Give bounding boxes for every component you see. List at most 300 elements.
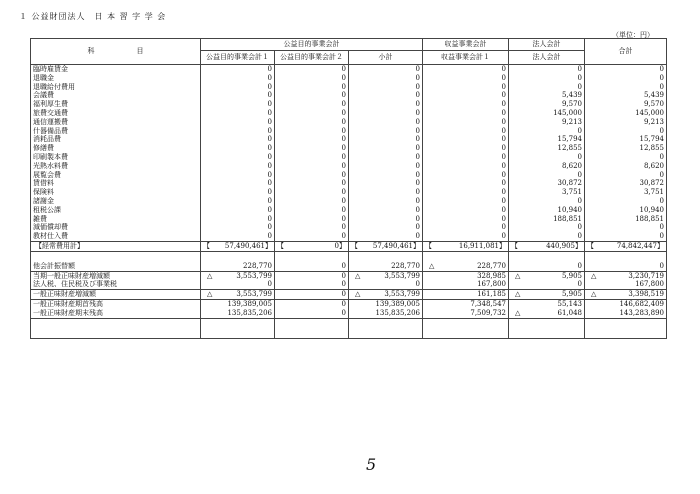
amount: 3,553,799 — [384, 290, 421, 299]
value-prof — [423, 271, 509, 280]
amount: 0 — [659, 126, 665, 135]
value-p2 — [275, 280, 349, 289]
amount: 0 — [577, 261, 583, 270]
empty-cell — [509, 251, 585, 262]
value-total — [585, 188, 667, 197]
amount: 188,851 — [553, 214, 583, 223]
value-prof — [423, 171, 509, 180]
amount: 0 — [267, 179, 272, 188]
amount: 0 — [341, 299, 346, 308]
amount: 228,770 — [243, 261, 272, 270]
amount: 9,570 — [561, 100, 583, 109]
value-sub — [349, 74, 423, 83]
value-total — [585, 109, 667, 118]
value-p2 — [275, 135, 349, 144]
value-prof — [423, 162, 509, 171]
amount: 0 — [501, 196, 507, 205]
value-p2 — [275, 215, 349, 224]
amount: 0 — [341, 65, 346, 73]
value-sub — [349, 206, 423, 215]
amount: 3,553,799 — [236, 271, 272, 280]
amount: 0 — [415, 144, 421, 153]
value-p1 — [201, 197, 275, 206]
value-prof — [423, 153, 509, 162]
amount: 0 — [415, 214, 421, 223]
summary-sub — [349, 241, 423, 251]
value-sub — [349, 271, 423, 280]
amount: 139,389,005 — [375, 299, 421, 308]
amount: 0 — [577, 126, 583, 135]
summary-corp — [509, 241, 585, 251]
balance-row — [31, 309, 667, 318]
empty-cell — [423, 328, 509, 339]
value-sub — [349, 309, 423, 318]
amount: 3,398,519 — [628, 290, 665, 299]
value-p2 — [275, 179, 349, 188]
value-sub — [349, 232, 423, 241]
amount: 167,800 — [477, 280, 507, 289]
value-sub — [349, 290, 423, 300]
amount: 0 — [341, 261, 346, 270]
amount: 61,048 — [557, 308, 583, 317]
amount: 0 — [341, 205, 346, 214]
bracket-open: 【 — [277, 241, 284, 250]
value-corp — [509, 309, 585, 318]
empty-cell — [349, 328, 423, 339]
amount: 0 — [415, 126, 421, 135]
amount: 5,439 — [643, 91, 665, 100]
bracket-close: 】 — [657, 241, 665, 250]
negative-marker: △ — [591, 271, 597, 280]
value-p1 — [201, 153, 275, 162]
amount: 0 — [501, 82, 507, 91]
value-p1 — [201, 144, 275, 153]
table-row — [31, 118, 667, 127]
amount: 0 — [659, 261, 665, 270]
value-prof — [423, 290, 509, 300]
empty-cell — [275, 251, 349, 262]
row-label: 退職給付費用 — [31, 83, 201, 92]
balance-row — [31, 271, 667, 280]
amount: 0 — [415, 205, 421, 214]
amount: 7,509,732 — [470, 308, 507, 317]
amount: 0 — [267, 73, 272, 82]
empty-cell — [275, 328, 349, 339]
value-prof — [423, 65, 509, 74]
negative-marker: △ — [591, 290, 597, 299]
table-row — [31, 232, 667, 241]
amount: 139,389,005 — [227, 299, 272, 308]
value-total — [585, 91, 667, 100]
value-sub — [349, 280, 423, 289]
bracket-close: 】 — [575, 241, 583, 250]
value-p2 — [275, 118, 349, 127]
amount: 145,000 — [635, 108, 665, 117]
amount: 0 — [415, 117, 421, 126]
row-label: 福利厚生費 — [31, 100, 201, 109]
row-label: 臨時雇賃金 — [31, 65, 201, 74]
value-p2 — [275, 153, 349, 162]
balance-row — [31, 290, 667, 300]
amount: 0 — [415, 108, 421, 117]
value-corp — [509, 232, 585, 241]
amount: 0 — [501, 188, 507, 197]
amount: 0 — [267, 188, 272, 197]
value-sub — [349, 299, 423, 308]
table-row — [31, 83, 667, 92]
value-total — [585, 206, 667, 215]
value-corp — [509, 109, 585, 118]
value-sub — [349, 118, 423, 127]
amount: 0 — [501, 135, 507, 144]
value-total — [585, 299, 667, 308]
amount: 0 — [577, 196, 583, 205]
amount: 8,620 — [643, 161, 665, 170]
value-total — [585, 74, 667, 83]
value-p2 — [275, 162, 349, 171]
amount: 0 — [267, 100, 272, 109]
summary-prof — [423, 241, 509, 251]
amount: 0 — [341, 188, 346, 197]
amount: 5,905 — [561, 271, 583, 280]
balance-row — [31, 280, 667, 289]
negative-marker: △ — [355, 271, 361, 280]
amount: 0 — [415, 223, 421, 232]
bracket-close: 】 — [339, 241, 346, 250]
value-corp — [509, 91, 585, 100]
amount: 0 — [577, 223, 583, 232]
value-prof — [423, 118, 509, 127]
value-corp — [509, 171, 585, 180]
amount: 0 — [659, 223, 665, 232]
amount: 0 — [415, 65, 421, 73]
table-row — [31, 153, 667, 162]
amount: 146,682,409 — [619, 299, 665, 308]
amount: 0 — [501, 152, 507, 161]
amount: 0 — [341, 214, 346, 223]
public1-header: 公益目的事業会計１ — [201, 51, 275, 65]
value-p2 — [275, 91, 349, 100]
empty-cell — [585, 251, 667, 262]
amount: 0 — [415, 91, 421, 100]
value-total — [585, 309, 667, 318]
amount: 0 — [415, 73, 421, 82]
value-p1 — [201, 232, 275, 241]
table-row — [31, 109, 667, 118]
row-label: 他会計振替額 — [31, 262, 201, 271]
amount: 0 — [267, 214, 272, 223]
row-label: 光熱水料費 — [31, 162, 201, 171]
value-sub — [349, 162, 423, 171]
table-row — [31, 188, 667, 197]
negative-marker: △ — [515, 271, 521, 280]
value-total — [585, 215, 667, 224]
row-label: 旅費交通費 — [31, 109, 201, 118]
empty-cell — [31, 328, 201, 339]
value-corp — [509, 179, 585, 188]
bracket-open: 【 — [511, 241, 519, 250]
amount: 0 — [415, 100, 421, 109]
value-corp — [509, 280, 585, 289]
value-corp — [509, 262, 585, 271]
value-p2 — [275, 65, 349, 74]
value-p1 — [201, 309, 275, 318]
row-label: 什器備品費 — [31, 127, 201, 136]
amount: 0 — [501, 161, 507, 170]
value-corp — [509, 271, 585, 280]
summary-total — [585, 241, 667, 251]
amount: 228,770 — [477, 261, 507, 270]
value-corp — [509, 74, 585, 83]
bracket-open: 【 — [351, 241, 358, 250]
value-sub — [349, 127, 423, 136]
amount: 9,213 — [643, 117, 665, 126]
table-row — [31, 127, 667, 136]
bracket-open: 【 — [425, 241, 433, 250]
empty-cell — [201, 251, 275, 262]
amount: 0 — [341, 170, 346, 179]
value-p1 — [201, 65, 275, 74]
row-label: 一般正味財産期末残高 — [31, 309, 201, 318]
row-label: 法人税、住民税及び事業税 — [31, 280, 201, 289]
row-label: 退職金 — [31, 74, 201, 83]
amount: 0 — [341, 152, 346, 161]
table-row — [31, 215, 667, 224]
amount: 0 — [501, 232, 507, 241]
amount: 15,794 — [557, 135, 583, 144]
value-sub — [349, 179, 423, 188]
value-prof — [423, 299, 509, 308]
value-sub — [349, 65, 423, 74]
amount: 0 — [501, 73, 507, 82]
amount: 3,230,719 — [628, 271, 665, 280]
amount: 0 — [577, 232, 583, 241]
negative-marker: △ — [207, 271, 213, 280]
amount: 5,905 — [561, 290, 583, 299]
value-p2 — [275, 262, 349, 271]
value-corp — [509, 299, 585, 308]
row-label: 展覧会費 — [31, 171, 201, 180]
value-p1 — [201, 215, 275, 224]
amount: 30,872 — [557, 179, 583, 188]
corp-header: 法人会計 — [509, 51, 585, 65]
value-sub — [349, 83, 423, 92]
amount: 0 — [501, 214, 507, 223]
amount: 167,800 — [635, 280, 665, 289]
amount: 0 — [501, 179, 507, 188]
empty-cell — [201, 328, 275, 339]
empty-cell — [423, 251, 509, 262]
unit-label: （単位：円） — [612, 31, 654, 39]
amount: 0 — [341, 91, 346, 100]
value-prof — [423, 280, 509, 289]
amount: 30,872 — [639, 179, 665, 188]
value-corp — [509, 215, 585, 224]
table-row — [31, 223, 667, 232]
amount: 0 — [415, 188, 421, 197]
value-prof — [423, 109, 509, 118]
value-p1 — [201, 271, 275, 280]
summary-p1 — [201, 241, 275, 251]
value-p2 — [275, 309, 349, 318]
amount: 0 — [415, 170, 421, 179]
value-total — [585, 83, 667, 92]
row-label: 租税公課 — [31, 206, 201, 215]
amount: 0 — [267, 196, 272, 205]
empty-cell — [509, 318, 585, 328]
negative-marker: △ — [515, 308, 521, 317]
amount: 10,940 — [557, 205, 583, 214]
value-p1 — [201, 83, 275, 92]
empty-cell — [585, 328, 667, 339]
value-sub — [349, 197, 423, 206]
amount: 5,439 — [561, 91, 583, 100]
amount: 0 — [341, 280, 346, 289]
value-prof — [423, 74, 509, 83]
value-sub — [349, 215, 423, 224]
value-corp — [509, 118, 585, 127]
value-total — [585, 118, 667, 127]
amount: 15,794 — [639, 135, 665, 144]
amount: 0 — [341, 271, 346, 280]
empty-cell — [275, 318, 349, 328]
profit1-header: 収益事業会計１ — [423, 51, 509, 65]
amount: 0 — [577, 65, 583, 73]
value-total — [585, 100, 667, 109]
value-sub — [349, 153, 423, 162]
row-label: 雑費 — [31, 215, 201, 224]
amount: 0 — [267, 152, 272, 161]
amount: 0 — [415, 82, 421, 91]
row-label: 教材仕入費 — [31, 232, 201, 241]
amount: 0 — [267, 108, 272, 117]
value-corp — [509, 162, 585, 171]
amount: 0 — [659, 232, 665, 241]
subtotal-header: 小計 — [349, 51, 423, 65]
value-p2 — [275, 83, 349, 92]
table-row — [31, 74, 667, 83]
value-p2 — [275, 290, 349, 300]
amount: 0 — [577, 152, 583, 161]
amount: 0 — [659, 196, 665, 205]
amount: 0 — [341, 308, 346, 317]
negative-marker: △ — [207, 290, 213, 299]
negative-marker: △ — [355, 290, 361, 299]
value-corp — [509, 188, 585, 197]
value-sub — [349, 223, 423, 232]
amount: 0 — [267, 280, 272, 289]
header-row-1 — [31, 39, 667, 51]
value-p1 — [201, 100, 275, 109]
value-prof — [423, 232, 509, 241]
value-p1 — [201, 280, 275, 289]
amount: 0 — [415, 196, 421, 205]
value-total — [585, 135, 667, 144]
table-row — [31, 179, 667, 188]
amount: 0 — [415, 179, 421, 188]
value-prof — [423, 127, 509, 136]
value-p1 — [201, 188, 275, 197]
amount: 0 — [501, 100, 507, 109]
row-label: 印刷製本費 — [31, 153, 201, 162]
summary-label: 【経常費用計】 — [31, 241, 201, 251]
amount: 0 — [659, 152, 665, 161]
value-sub — [349, 188, 423, 197]
amount: 440,905 — [546, 241, 576, 250]
value-total — [585, 153, 667, 162]
value-prof — [423, 83, 509, 92]
table-row — [31, 197, 667, 206]
total-header: 合計 — [585, 39, 667, 65]
amount: 57,490,461 — [224, 241, 265, 250]
amount: 0 — [341, 223, 346, 232]
amount: 57,490,461 — [372, 241, 414, 250]
value-corp — [509, 290, 585, 300]
value-p1 — [201, 171, 275, 180]
amount: 0 — [577, 73, 583, 82]
summary-row — [31, 241, 667, 251]
value-prof — [423, 179, 509, 188]
amount: 0 — [577, 170, 583, 179]
amount: 0 — [659, 82, 665, 91]
value-total — [585, 271, 667, 280]
row-label: 一般正味財産期首残高 — [31, 299, 201, 308]
empty-cell — [423, 318, 509, 328]
amount: 3,553,799 — [384, 271, 421, 280]
value-corp — [509, 135, 585, 144]
negative-marker: △ — [515, 290, 521, 299]
amount: 328,985 — [477, 271, 507, 280]
amount: 9,213 — [561, 117, 583, 126]
bracket-open: 【 — [203, 241, 210, 250]
value-corp — [509, 127, 585, 136]
empty-cell — [31, 251, 201, 262]
empty-cell — [349, 318, 423, 328]
value-p2 — [275, 197, 349, 206]
value-prof — [423, 215, 509, 224]
amount: 143,283,890 — [619, 308, 665, 317]
amount: 0 — [415, 152, 421, 161]
value-p1 — [201, 206, 275, 215]
empty-cell — [585, 318, 667, 328]
amount: 135,835,206 — [375, 308, 421, 317]
value-p1 — [201, 74, 275, 83]
bracket-open: 【 — [587, 241, 595, 250]
value-sub — [349, 262, 423, 271]
balance-row — [31, 299, 667, 308]
value-prof — [423, 206, 509, 215]
amount: 12,855 — [639, 144, 665, 153]
bracket-close: 】 — [413, 241, 421, 250]
value-sub — [349, 100, 423, 109]
value-prof — [423, 197, 509, 206]
public2-header: 公益目的事業会計２ — [275, 51, 349, 65]
table-row — [31, 206, 667, 215]
amount: 0 — [341, 161, 346, 170]
value-p1 — [201, 135, 275, 144]
value-prof — [423, 91, 509, 100]
value-p2 — [275, 171, 349, 180]
amount: 0 — [501, 108, 507, 117]
value-total — [585, 65, 667, 74]
amount: 0 — [415, 232, 421, 241]
value-corp — [509, 223, 585, 232]
amount: 0 — [577, 280, 583, 289]
value-p1 — [201, 179, 275, 188]
bracket-close: 】 — [499, 241, 507, 250]
row-label: 一般正味財産増減額 — [31, 290, 201, 300]
amount: 0 — [415, 135, 421, 144]
